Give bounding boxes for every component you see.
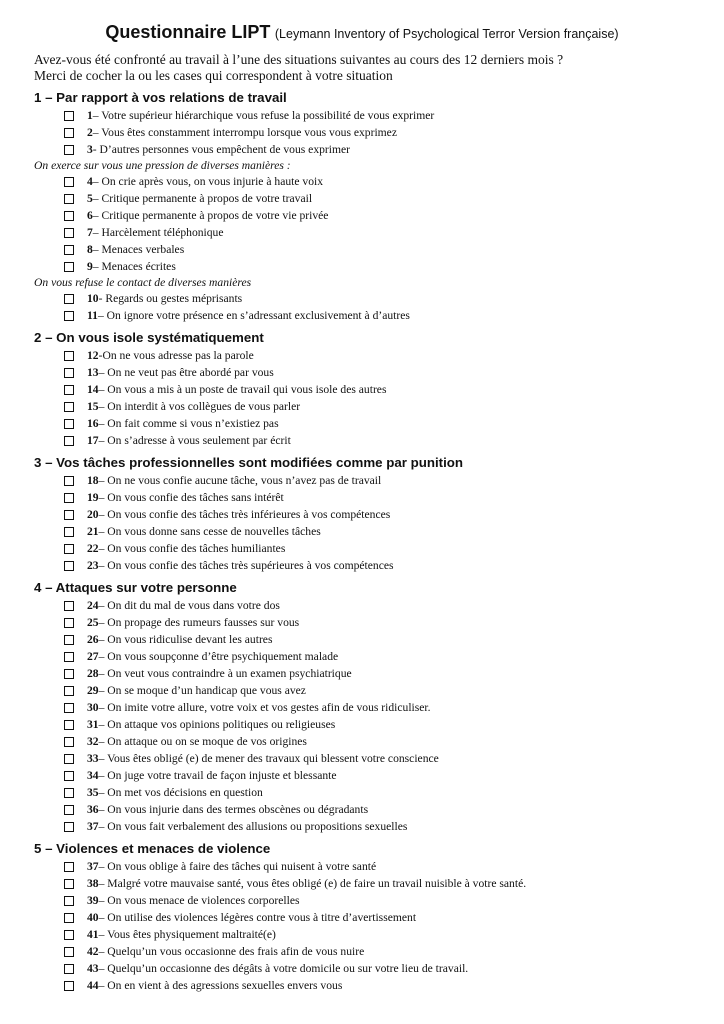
question-text: – On vous donne sans cesse de nouvelles tâches <box>98 525 321 538</box>
question-text: – On vous fait verbalement des allusions ou propositions sexuelles <box>98 820 408 833</box>
question-number: 5 <box>87 192 93 205</box>
question-number: 29 <box>87 684 99 697</box>
question-item <box>34 597 714 614</box>
question-number: 11 <box>87 309 98 322</box>
question-item <box>34 472 714 489</box>
title-subtitle: (Leymann Inventory of Psychological Terror Version française) <box>274 27 619 41</box>
checkbox[interactable] <box>64 601 74 611</box>
question-item <box>34 892 714 909</box>
question-number: 28 <box>87 667 99 680</box>
checkbox[interactable] <box>64 177 74 187</box>
question-number: 9 <box>87 260 93 273</box>
question-text: – On attaque ou on se moque de vos origines <box>98 735 307 748</box>
checkbox[interactable] <box>64 228 74 238</box>
checkbox[interactable] <box>64 311 74 321</box>
checkbox[interactable] <box>64 402 74 412</box>
checkbox[interactable] <box>64 351 74 361</box>
question-item <box>34 347 714 364</box>
question-number: 38 <box>87 877 99 890</box>
questionnaire-sections <box>34 89 714 994</box>
question-number: 43 <box>87 962 99 975</box>
question-item <box>34 307 714 324</box>
question-text: – On vous menace de violences corporelles <box>98 894 300 907</box>
question-text: – Quelqu’un occasionne des dégâts à votre domicile ou sur votre lieu de travail. <box>98 962 469 975</box>
question-text: - D’autres personnes vous empêchent de vous exprimer <box>92 143 351 156</box>
question-number: 19 <box>87 491 99 504</box>
section-4 <box>34 579 714 835</box>
question-item <box>34 682 714 699</box>
question-item <box>34 614 714 631</box>
question-number: 42 <box>87 945 99 958</box>
checkbox[interactable] <box>64 947 74 957</box>
checkbox[interactable] <box>64 145 74 155</box>
section-heading: 3 – Vos tâches professionnelles sont modifiées comme par punition <box>34 455 464 470</box>
question-text: – On vous confie des tâches très supérieures à vos compétences <box>98 559 394 572</box>
question-text: – On met vos décisions en question <box>98 786 263 799</box>
intro-text <box>34 52 563 84</box>
question-item <box>34 107 714 124</box>
question-item <box>34 381 714 398</box>
checkbox[interactable] <box>64 436 74 446</box>
question-item <box>34 141 714 158</box>
question-number: 30 <box>87 701 99 714</box>
question-item <box>34 631 714 648</box>
question-number: 17 <box>87 434 99 447</box>
section-heading: 1 – Par rapport à vos relations de travail <box>34 90 287 105</box>
question-text: – On dit du mal de vous dans votre dos <box>98 599 280 612</box>
question-item <box>34 909 714 926</box>
checkbox[interactable] <box>64 111 74 121</box>
question-text: – On se moque d’un handicap que vous avez <box>98 684 306 697</box>
checkbox[interactable] <box>64 635 74 645</box>
question-number: 21 <box>87 525 99 538</box>
checkbox[interactable] <box>64 788 74 798</box>
question-item <box>34 364 714 381</box>
intro-line-1: Avez-vous été confronté au travail à l’une des situations suivantes au cours des 12 derniers mois ? <box>34 52 564 67</box>
checkbox[interactable] <box>64 618 74 628</box>
question-item <box>34 943 714 960</box>
question-text: – Menaces écrites <box>92 260 176 273</box>
checkbox[interactable] <box>64 245 74 255</box>
question-number: 12 <box>87 349 99 362</box>
title-main: Questionnaire LIPT <box>105 22 271 42</box>
checkbox[interactable] <box>64 419 74 429</box>
question-item <box>34 733 714 750</box>
question-text: – Vous êtes constamment interrompu lorsque vous vous exprimez <box>92 126 397 139</box>
question-item <box>34 960 714 977</box>
question-item <box>34 290 714 307</box>
question-text: – On imite votre allure, votre voix et vos gestes afin de vous ridiculiser. <box>98 701 431 714</box>
question-text: – On interdit à vos collègues de vous parler <box>98 400 301 413</box>
question-item <box>34 801 714 818</box>
question-item <box>34 207 714 224</box>
checkbox[interactable] <box>64 385 74 395</box>
question-item <box>34 665 714 682</box>
question-number: 2 <box>87 126 93 139</box>
question-number: 41 <box>87 928 99 941</box>
question-text: – On vous ridiculise devant les autres <box>98 633 273 646</box>
checkbox[interactable] <box>64 805 74 815</box>
question-text: – On veut vous contraindre à un examen psychiatrique <box>98 667 352 680</box>
question-number: 34 <box>87 769 99 782</box>
question-item <box>34 124 714 141</box>
checkbox[interactable] <box>64 771 74 781</box>
question-text: – Critique permanente à propos de votre vie privée <box>92 209 329 222</box>
question-text: – On propage des rumeurs fausses sur vous <box>98 616 300 629</box>
checkbox[interactable] <box>64 930 74 940</box>
question-item <box>34 875 714 892</box>
question-text: – On vous soupçonne d’être psychiquement malade <box>98 650 339 663</box>
question-number: 18 <box>87 474 99 487</box>
question-number: 8 <box>87 243 93 256</box>
checkbox[interactable] <box>64 896 74 906</box>
question-item <box>34 818 714 835</box>
question-text: – On vous a mis à un poste de travail qui vous isole des autres <box>98 383 387 396</box>
section-subheading: On vous refuse le contact de diverses manières <box>34 276 252 289</box>
checkbox[interactable] <box>64 964 74 974</box>
question-text: – On ne veut pas être abordé par vous <box>98 366 274 379</box>
question-number: 37 <box>87 820 99 833</box>
question-text: – On vous confie des tâches sans intérêt <box>98 491 284 504</box>
checkbox[interactable] <box>64 561 74 571</box>
question-item <box>34 716 714 733</box>
question-item <box>34 398 714 415</box>
section-heading: 2 – On vous isole systématiquement <box>34 330 264 345</box>
question-item <box>34 415 714 432</box>
checkbox[interactable] <box>64 879 74 889</box>
question-text: – Harcèlement téléphonique <box>92 226 224 239</box>
question-item <box>34 784 714 801</box>
question-item <box>34 750 714 767</box>
intro-line-2: Merci de cocher la ou les cases qui correspondent à votre situation <box>34 68 393 83</box>
question-text: – On en vient à des agressions sexuelles envers vous <box>98 979 343 992</box>
question-text: – On vous oblige à faire des tâches qui nuisent à votre santé <box>98 860 377 873</box>
document-title <box>0 22 724 43</box>
question-number: 40 <box>87 911 99 924</box>
checkbox[interactable] <box>64 703 74 713</box>
checkbox[interactable] <box>64 527 74 537</box>
checkbox[interactable] <box>64 669 74 679</box>
checkbox[interactable] <box>64 686 74 696</box>
question-number: 20 <box>87 508 99 521</box>
question-number: 13 <box>87 366 99 379</box>
question-item <box>34 432 714 449</box>
question-number: 35 <box>87 786 99 799</box>
question-number: 6 <box>87 209 93 222</box>
question-number: 33 <box>87 752 99 765</box>
question-item <box>34 858 714 875</box>
question-number: 23 <box>87 559 99 572</box>
section-5 <box>34 840 714 994</box>
question-text: – On vous confie des tâches humiliantes <box>98 542 286 555</box>
question-item <box>34 648 714 665</box>
question-number: 32 <box>87 735 99 748</box>
checkbox[interactable] <box>64 981 74 991</box>
question-text: – On s’adresse à vous seulement par écrit <box>98 434 291 447</box>
section-subheading: On exerce sur vous une pression de diverses manières : <box>34 159 291 172</box>
question-number: 3 <box>87 143 93 156</box>
question-item <box>34 258 714 275</box>
checkbox[interactable] <box>64 211 74 221</box>
section-2 <box>34 329 714 449</box>
question-item <box>34 506 714 523</box>
question-item <box>34 926 714 943</box>
checkbox[interactable] <box>64 754 74 764</box>
question-item <box>34 557 714 574</box>
question-text: – Malgré votre mauvaise santé, vous êtes obligé (e) de faire un travail nuisible à votre santé. <box>98 877 527 890</box>
checkbox[interactable] <box>64 822 74 832</box>
question-number: 37 <box>87 860 99 873</box>
question-item <box>34 241 714 258</box>
question-item <box>34 224 714 241</box>
question-number: 25 <box>87 616 99 629</box>
question-item <box>34 190 714 207</box>
checkbox[interactable] <box>64 652 74 662</box>
question-text: – Quelqu’un vous occasionne des frais afin de vous nuire <box>98 945 365 958</box>
checkbox[interactable] <box>64 544 74 554</box>
question-number: 4 <box>87 175 93 188</box>
question-item <box>34 699 714 716</box>
section-1 <box>34 89 714 324</box>
checkbox[interactable] <box>64 194 74 204</box>
question-item <box>34 767 714 784</box>
question-number: 39 <box>87 894 99 907</box>
question-text: - Regards ou gestes méprisants <box>98 292 243 305</box>
question-text: – On juge votre travail de façon injuste et blessante <box>98 769 337 782</box>
question-number: 10 <box>87 292 99 305</box>
section-heading: 5 – Violences et menaces de violence <box>34 841 271 856</box>
checkbox[interactable] <box>64 510 74 520</box>
checkbox[interactable] <box>64 720 74 730</box>
question-item <box>34 173 714 190</box>
question-number: 31 <box>87 718 99 731</box>
checkbox[interactable] <box>64 862 74 872</box>
section-3 <box>34 454 714 574</box>
question-number: 7 <box>87 226 93 239</box>
checkbox[interactable] <box>64 128 74 138</box>
question-number: 1 <box>87 109 93 122</box>
checkbox[interactable] <box>64 493 74 503</box>
question-number: 36 <box>87 803 99 816</box>
question-text: – On ne vous confie aucune tâche, vous n’avez pas de travail <box>98 474 382 487</box>
question-number: 24 <box>87 599 99 612</box>
section-heading: 4 – Attaques sur votre personne <box>34 580 237 595</box>
question-number: 27 <box>87 650 99 663</box>
checkbox[interactable] <box>64 294 74 304</box>
question-number: 26 <box>87 633 99 646</box>
checkbox[interactable] <box>64 737 74 747</box>
question-number: 44 <box>87 979 99 992</box>
question-item <box>34 540 714 557</box>
question-number: 16 <box>87 417 99 430</box>
question-text: – Critique permanente à propos de votre travail <box>92 192 313 205</box>
checkbox[interactable] <box>64 262 74 272</box>
question-number: 22 <box>87 542 99 555</box>
question-text: – On vous injurie dans des termes obscènes ou dégradants <box>98 803 369 816</box>
question-text: – Votre supérieur hiérarchique vous refuse la possibilité de vous exprimer <box>92 109 435 122</box>
question-text: – Menaces verbales <box>92 243 185 256</box>
question-text: – On utilise des violences légères contre vous à titre d’avertissement <box>98 911 417 924</box>
checkbox[interactable] <box>64 368 74 378</box>
checkbox[interactable] <box>64 476 74 486</box>
question-number: 15 <box>87 400 99 413</box>
question-number: 14 <box>87 383 99 396</box>
question-text: – On vous confie des tâches très inférieures à vos compétences <box>98 508 391 521</box>
question-text: – On fait comme si vous n’existiez pas <box>98 417 279 430</box>
question-item <box>34 523 714 540</box>
question-text: – On attaque vos opinions politiques ou religieuses <box>98 718 336 731</box>
question-text: – On crie après vous, on vous injurie à haute voix <box>92 175 324 188</box>
question-text: – Vous êtes obligé (e) de mener des travaux qui blessent votre conscience <box>98 752 439 765</box>
question-text: -On ne vous adresse pas la parole <box>98 349 254 362</box>
question-text: – Vous êtes physiquement maltraité(e) <box>98 928 276 941</box>
question-item <box>34 489 714 506</box>
question-text: – On ignore votre présence en s’adressant exclusivement à d’autres <box>97 309 410 322</box>
question-item <box>34 977 714 994</box>
checkbox[interactable] <box>64 913 74 923</box>
